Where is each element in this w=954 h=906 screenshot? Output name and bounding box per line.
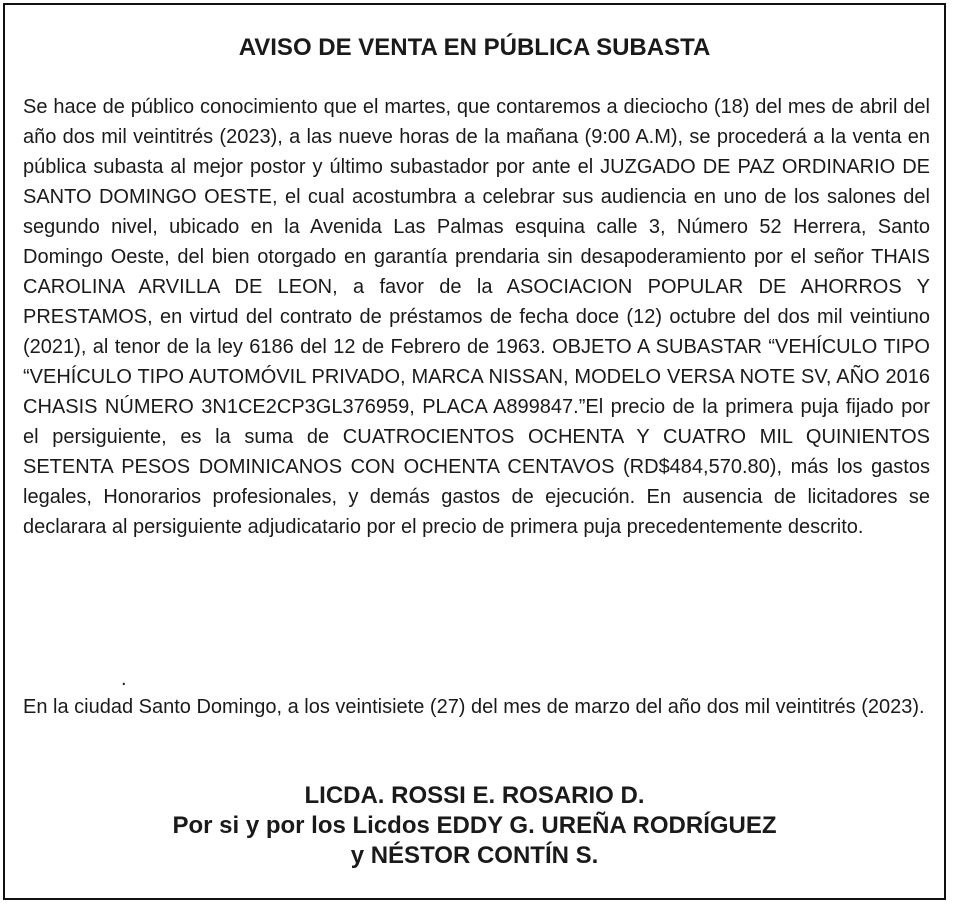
notice-title: AVISO DE VENTA EN PÚBLICA SUBASTA <box>238 34 711 61</box>
notice-body: Se hace de público conocimiento que el martes, que contaremos a dieciocho (18) del mes de abril del año dos mil veintitrés (2023), a las nueve horas de la mañana (9:00 A.M), se procederá a la venta en pública subasta al mejor postor y último subastador por ante el JUZGADO DE PAZ ORDINARIO DE SANTO DOMINGO OESTE, el cual acostumbra a celebrar sus audiencia en uno de los salones del segundo nivel, ubicado en la Avenida Las Palmas esquina calle 3, Número 52 Herrera, Santo Domingo Oeste, del bien otorgado en garantía prendaria sin desapoderamiento por el señor THAIS CAROLINA ARVILLA DE LEON, a favor de la ASOCIACION POPULAR DE AHORROS Y PRESTAMOS, en virtud del contrato de préstamos de fecha doce (12) octubre del dos mil veintiuno (2021), al tenor de la ley 6186 del 12 de Febrero de 1963. OBJETO A SUBASTAR “VEHÍCULO TIPO “VEHÍCULO TIPO AUTOMÓVIL PRIVADO, MARCA NISSAN, MODELO VERSA NOTE SV, AÑO 2016 CHASIS NÚMERO 3N1CE2CP3GL376959, PLACA A899847.”El precio de la primera puja fijado por el persiguiente, es la suma de CUATROCIENTOS OCHENTA Y CUATRO MIL QUINIENTOS SETENTA PESOS DOMINICANOS CON OCHENTA CENTAVOS (RD$484,570.80), más los gastos legales, Honorarios profesionales, y demás gastos de ejecución. En ausencia de licitadores se declarara al persiguiente adjudicatario por el precio de primera puja precedentemente descrito. <box>23 96 930 538</box>
signature-block <box>5 781 944 871</box>
notice-closing: En la ciudad Santo Domingo, a los veintisiete (27) del mes de marzo del año dos mil veintitrés (2023). <box>23 696 925 718</box>
signature-cosigner: y NÉSTOR CONTÍN S. <box>350 842 599 869</box>
notice-separator: . <box>121 668 127 690</box>
signature-on-behalf: Por si y por los Licdos EDDY G. UREÑA RODRÍGUEZ <box>172 812 777 839</box>
notice-frame <box>3 3 946 900</box>
signature-name: LICDA. ROSSI E. ROSARIO D. <box>304 782 645 809</box>
